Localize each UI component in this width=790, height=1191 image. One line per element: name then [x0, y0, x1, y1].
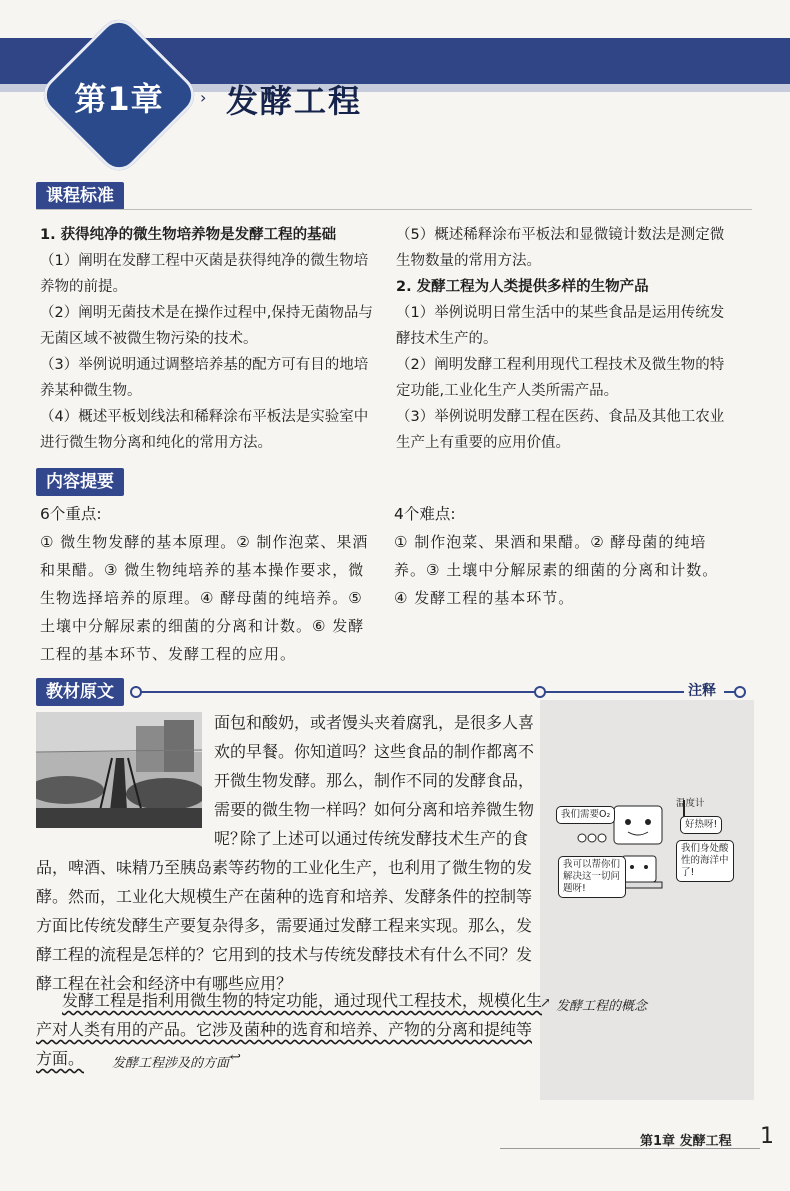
key-points-title: 6个重点:: [40, 505, 102, 523]
rule-dot-icon: [130, 686, 142, 698]
chevron-right-icon: ›: [200, 88, 207, 107]
standard-item: （4）概述平板划线法和稀释涂布平板法是实验室中进行微生物分离和纯化的常用方法。: [40, 409, 369, 451]
difficulties-text: ① 制作泡菜、果酒和果醋。② 酵母菌的纯培养。③ 土壤中分解尿素的细菌的分离和计数。④ 发酵工程的基本环节。: [394, 533, 719, 607]
original-paragraph-2: 品，啤酒、味精乃至胰岛素等药物的工业化生产，也利用了微生物的发酵。然而，工业化大规模生产在菌种的选育和培养、发酵条件的控制等方面比传统发酵生产要复杂得多，需要通过发酵工程来实现。那么，发酵工程的流程是怎样的？它用到的技术与传统发酵技术有什么不同？发酵工程在社会和经济中有哪些应用？: [36, 858, 533, 993]
arrow-icon: ↗: [540, 996, 551, 1011]
speech-bubble: 我们身处酸性的海洋中了!: [676, 840, 734, 882]
standard-item: （2）阐明发酵工程利用现代工程技术及微生物的特定功能,工业化生产人类所需产品。: [396, 357, 725, 399]
original-paragraph-1: 面包和酸奶，或者馒头夹着腐乳，是很多人喜欢的早餐。你知道吗？这些食品的制作都离不开微生物发酵。那么，制作不同的发酵食品，需要的微生物一样吗？如何分离和培养微生物呢？: [214, 713, 535, 848]
standards-left-column: [40, 222, 374, 456]
standard-item: （1）阐明在发酵工程中灭菌是获得纯净的微生物培养物的前提。: [40, 253, 369, 295]
chapter-title: 发酵工程: [226, 82, 363, 120]
section-divider: [36, 209, 752, 210]
standard-item: （3）举例说明通过调整培养基的配方可有目的地培养某种微生物。: [40, 357, 369, 399]
annotation-aspects: 发酵工程涉及的方面: [112, 1056, 230, 1071]
difficulties-block: [394, 500, 732, 612]
definition-text-3: 方面。: [36, 1049, 85, 1068]
speech-bubble: 我们需要O₂: [556, 806, 615, 824]
speech-bubble: 我可以帮你们解决这一切问题呀!: [558, 856, 626, 898]
standard-item: （1）举例说明日常生活中的某些食品是运用传统发酵技术生产的。: [396, 305, 725, 347]
difficulties-title: 4个难点:: [394, 505, 456, 523]
standard-item: （3）举例说明发酵工程在医药、食品及其他工农业生产上有重要的应用价值。: [396, 409, 725, 451]
section-tag-original: 教材原文: [36, 678, 124, 706]
speech-bubble: 好热呀!: [680, 816, 722, 834]
definition-text-1: 发酵工程是指利用微生物的特定功能，通过现代工程技术，规模化生: [62, 991, 543, 1010]
standard-item: （2）阐明无菌技术是在操作过程中,保持无菌物品与无菌区域不被微生物污染的技术。: [40, 305, 373, 347]
definition-text-2: 产对人类有用的产品。它涉及菌种的选育和培养、产物的分离和提纯等: [36, 1020, 533, 1039]
key-points-block: [40, 500, 370, 668]
page-number: 1: [760, 1124, 774, 1149]
section-rule-left: [132, 691, 540, 693]
original-paragraph-2-start: 除了上述可以通过传统发酵技术生产的食: [240, 829, 529, 848]
standards-right-column: [396, 222, 732, 456]
section-rule-right: [544, 691, 684, 693]
notes-label: 注释: [688, 683, 716, 699]
annotation-concept: 发酵工程的概念: [556, 999, 648, 1014]
footer-chapter: 第1章 发酵工程: [640, 1134, 732, 1149]
definition-line-2: [36, 1015, 542, 1044]
standard-item: （5）概述稀释涂布平板法和显微镜计数法是测定微生物数量的常用方法。: [396, 227, 725, 269]
chapter-number: 第1章: [74, 80, 164, 118]
thermometer-label: 温度计: [676, 798, 705, 809]
definition-line-1: [62, 986, 542, 1015]
section-tag-standards: 课程标准: [36, 182, 124, 210]
standard-heading: 1. 获得纯净的微生物培养物是发酵工程的基础: [40, 227, 337, 243]
rule-dot-icon: [734, 686, 746, 698]
key-points-text: ① 微生物发酵的基本原理。② 制作泡菜、果酒和果醋。③ 微生物纯培养的基本操作要求，微生物选择培养的原理。④ 酵母菌的纯培养。⑤ 土壤中分解尿素的细菌的分离和计数。⑥ 发酵工程的基本环节、发酵工程的应用。: [40, 533, 369, 663]
microbe-cartoon: [552, 796, 732, 916]
fermentation-plant-photo: [36, 712, 202, 828]
arrow-icon: ↩: [230, 1050, 241, 1065]
standard-heading: 2. 发酵工程为人类提供多样的生物产品: [396, 279, 649, 295]
section-tag-summary: 内容提要: [36, 468, 124, 496]
